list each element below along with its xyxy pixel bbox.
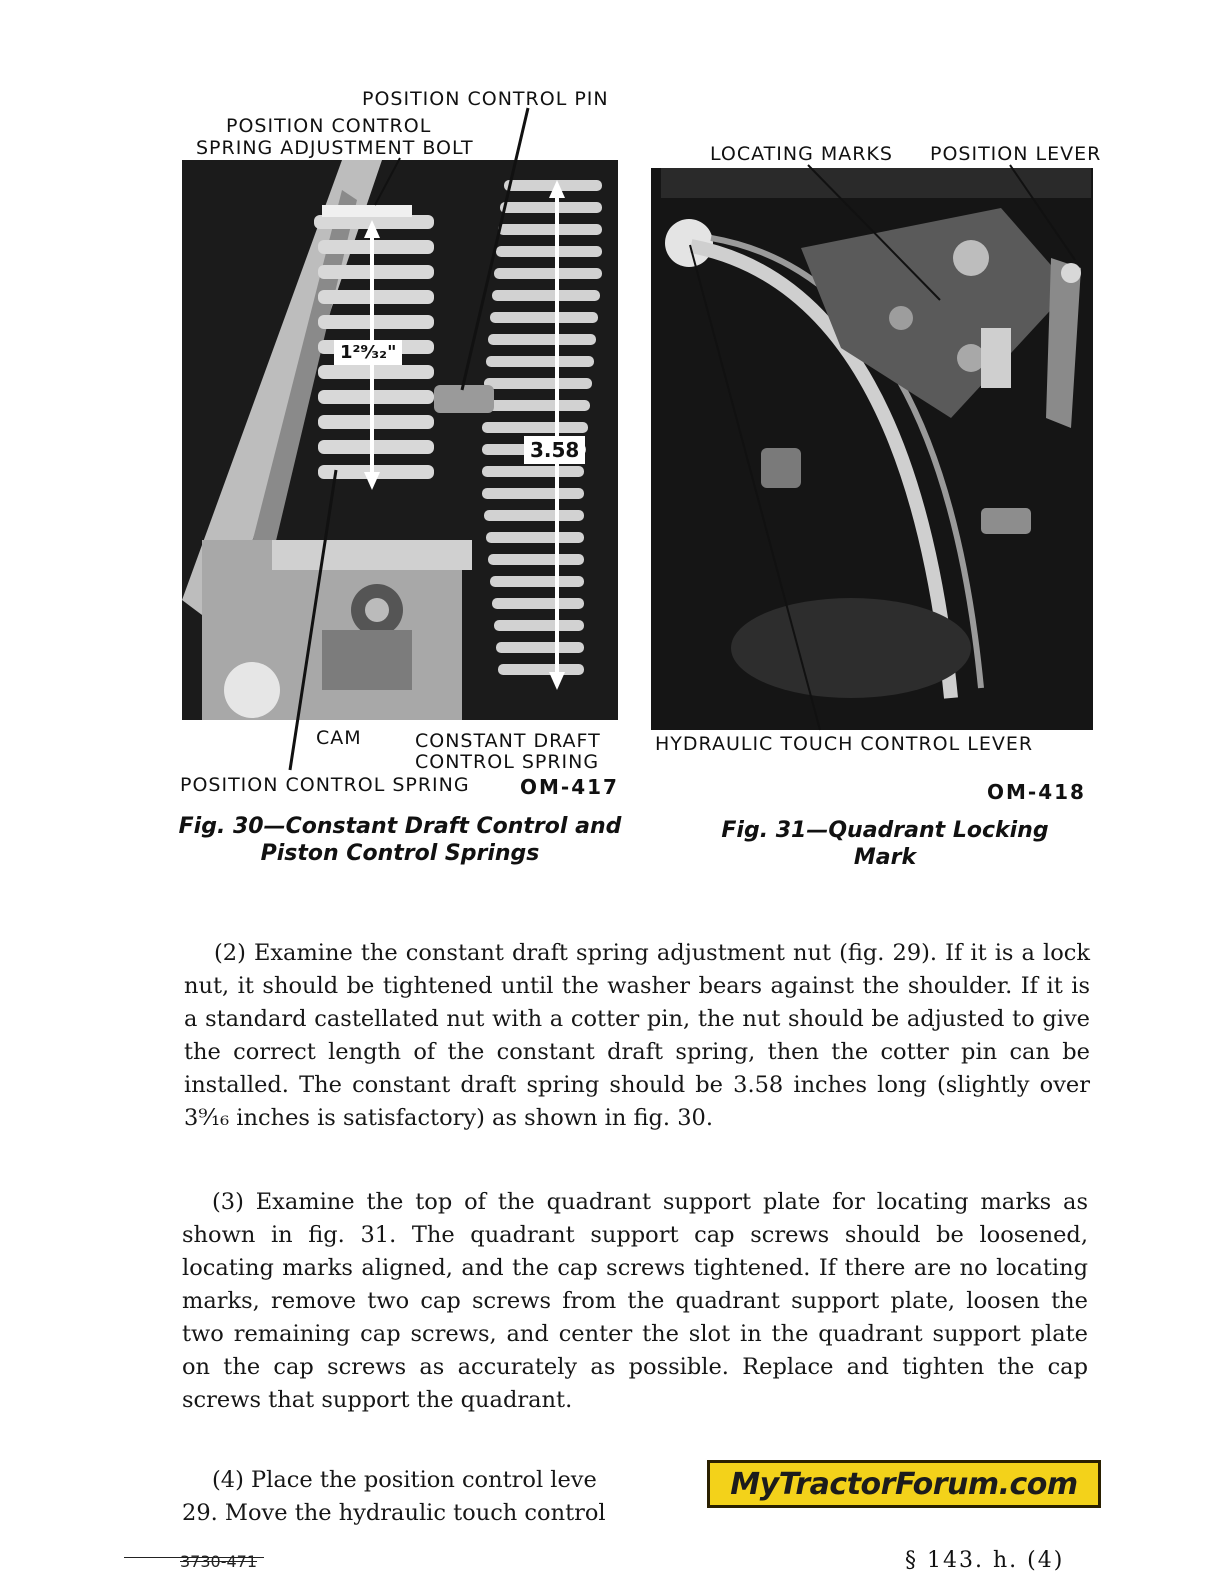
label-adjustment-bolt-line1: POSITION CONTROL [226,115,432,137]
label-cam: CAM [316,727,362,749]
mytractorforum-logo: MyTractorForum.com [707,1460,1101,1508]
footer-code: 3730-471 [180,1552,258,1571]
label-constant-draft-line2: CONTROL SPRING [415,751,600,773]
label-touch-control-lever: HYDRAULIC TOUCH CONTROL LEVER [655,733,1034,755]
label-locating-marks: LOCATING MARKS [710,143,893,165]
paragraph-3-text: (3) Examine the top of the quadrant support plate for locating marks as shown in fig. 31. The quadrant support cap screws should be loosened, locating marks aligned, and the cap screws tightened. If there are no locating marks, remove two cap screws from the quadrant support plate, loosen the two remaining cap screws, and center the slot in the quadrant support plate on the cap screws as accurately as possible. Replace and tighten the cap screws that support the quadrant. [182,1189,1088,1413]
measure-label-draft-spring: 3.58 [524,436,585,464]
figure-31-caption-line2: Mark [853,845,917,870]
figure-30-code: OM-417 [520,775,619,799]
body-paragraph-3 [182,1186,1088,1417]
measure-label-position-spring: 1²⁹⁄₃₂" [334,340,402,365]
label-position-lever: POSITION LEVER [930,143,1102,165]
label-constant-draft-line1: CONSTANT DRAFT [415,730,601,752]
figure-31-code: OM-418 [987,780,1086,804]
label-position-control-spring: POSITION CONTROL SPRING [180,774,470,796]
body-paragraph-4 [182,1464,702,1530]
body-paragraph-2 [184,937,1090,1135]
label-adjustment-bolt-line2: SPRING ADJUSTMENT BOLT [196,137,474,159]
label-position-control-pin: POSITION CONTROL PIN [362,88,609,110]
figure-31-caption-line1: Fig. 31—Quadrant Locking [721,818,1049,843]
figure-30-caption [170,813,630,867]
paragraph-4-line1: (4) Place the position control leve [212,1467,597,1493]
figure-31-caption [700,817,1070,871]
paragraph-2-text: (2) Examine the constant draft spring adjustment nut (fig. 29). If it is a lock nut, it should be tightened until the washer bears against the shoulder. If it is a standard castellated nut with a cotter pin, the nut should be adjusted to give the correct length of the constant draft spring, then the cotter pin can be installed. The constant draft spring should be 3.58 inches long (slightly over 3⁹⁄₁₆ inches is satisfactory) as shown in fig. 30. [184,940,1090,1131]
figure-30-caption-line2: Piston Control Springs [260,841,540,866]
footer-section-ref: § 143. h. (4) [905,1548,1065,1573]
paragraph-4-line2: 29. Move the hydraulic touch control [182,1500,606,1526]
footer-rule [124,1557,264,1558]
figure-30-caption-line1: Fig. 30—Constant Draft Control and [178,814,622,839]
